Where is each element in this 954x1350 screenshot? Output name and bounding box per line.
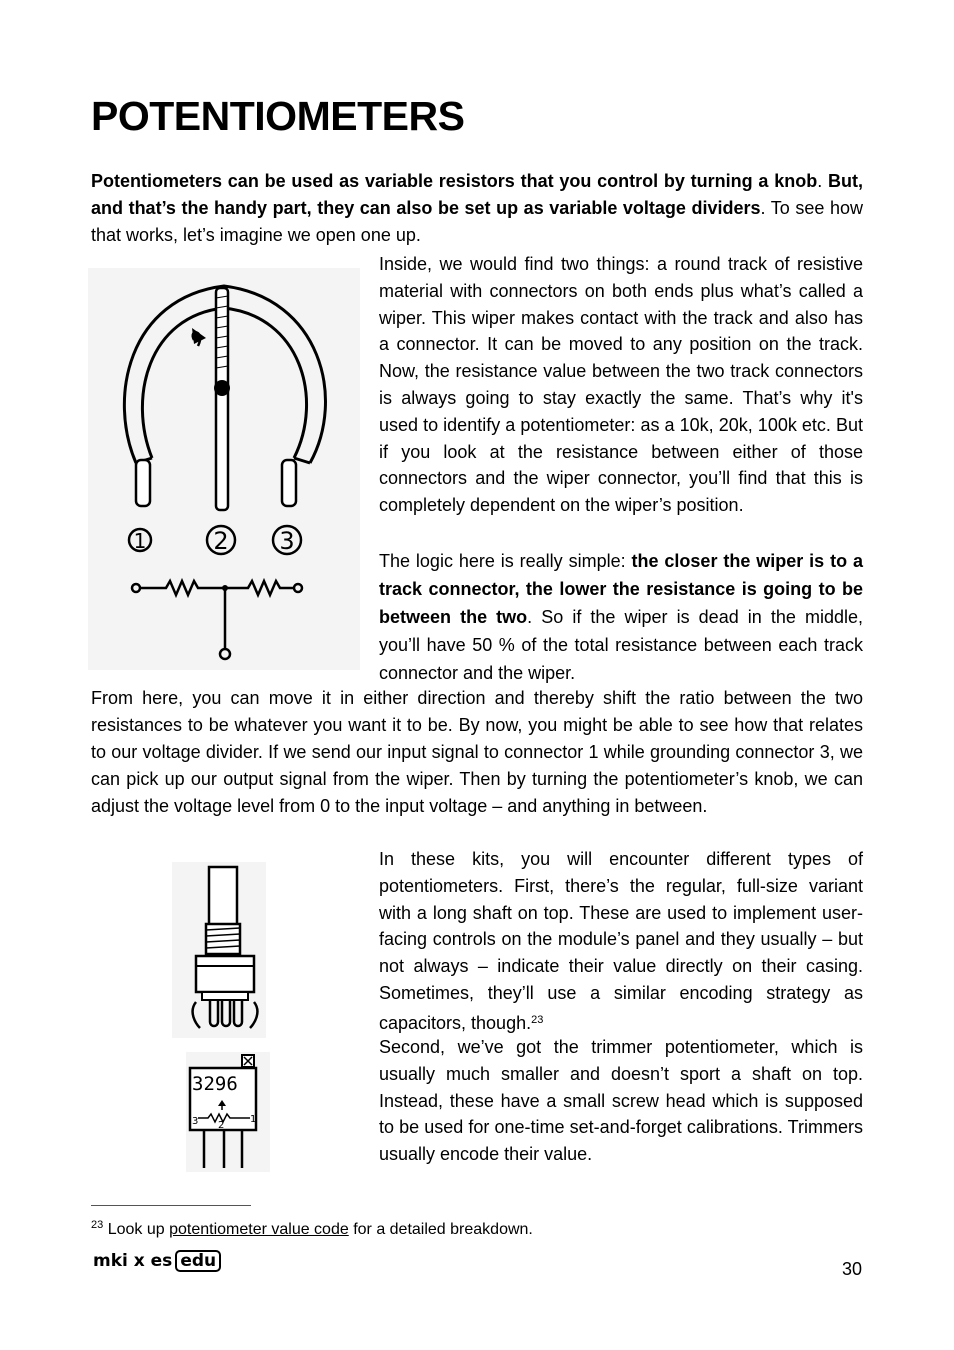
footnote-link[interactable]: potentiometer value code: [169, 1221, 349, 1238]
trimmer-pin-middle: 2: [218, 1120, 225, 1131]
pin-1-label: 1: [133, 529, 147, 553]
intro-dot-2: .: [760, 198, 766, 218]
intro-paragraph: [91, 168, 863, 249]
footnote-ref-23[interactable]: 23: [531, 1013, 544, 1026]
intro-bold-1: Potentiometers can be used as variable resistors that you control by turning a knob: [91, 171, 818, 191]
kits-text: In these kits, you will encounter different types of potentiometers. First, there’s the regular, full-size variant with a long shaft on top. These are used to implement user-facing controls on the module’s panel and they usually – but not always – indicate their value directly on their casing. Sometimes, they’ll use a similar encoding strategy as capacitors, though.: [379, 849, 863, 1033]
logic-paragraph: [379, 547, 863, 687]
logic-rest: . So if the wiper is dead in the middle, you’ll have 50 % of the total resistance between each track connector and the wiper.: [379, 607, 863, 683]
from-here-paragraph: From here, you can move it in either direction and thereby shift the ratio between the two resistances to be whatever you want it to be. By now, you might be able to see how that relates to our voltage divider. If we send our input signal to connector 1 while grounding connector 3, we can pick up our output signal from the wiper. Then by turning the potentiometer’s knob, we can adjust the voltage level from 0 to the input voltage – and anything in between.: [91, 688, 863, 816]
logic-bold: the closer the wiper is to a track connector, the lower the resistance is going to be between the two: [379, 551, 863, 627]
pin-3-label: 3: [279, 527, 295, 555]
logo-edu-box: edu: [175, 1250, 221, 1272]
footnote-number: 23: [91, 1219, 104, 1231]
logo-text: mki x es: [93, 1251, 173, 1271]
publisher-logo: [93, 1250, 221, 1272]
page-title: POTENTIOMETERS: [91, 93, 465, 139]
footnote-divider: [91, 1205, 251, 1206]
trimmer-potentiometer-illustration: [186, 1052, 270, 1172]
logic-lead: The logic here is really simple:: [379, 551, 632, 571]
full-size-potentiometer-illustration: [172, 862, 266, 1038]
kits-paragraph: [379, 846, 863, 1037]
inside-paragraph: Inside, we would find two things: a round track of resistive material with connectors on both ends plus what’s called a wiper. This wiper makes contact with the track and also has a connector. It can be moved to any position on the track. Now, the resistance value between the two track connectors is always going to stay exactly the same. That’s why it's used to identify a potentiometer: as a 10k, 20k, 100k etc. But if you look at the resistance between either of those connectors and the wiper connector, you’ll find that this is completely dependent on the wiper’s position.: [379, 254, 863, 516]
footnote-post: for a detailed breakdown.: [348, 1221, 533, 1238]
page-number: 30: [842, 1259, 863, 1279]
pin-2-label: 2: [213, 527, 229, 555]
intro-bold-2: But, and that’s the handy part, they can also be set up as variable voltage dividers: [91, 171, 863, 218]
footnote: [91, 1214, 533, 1241]
intro-dot-1: .: [817, 171, 823, 191]
trimmer-pin-right: 1: [250, 1114, 257, 1125]
trimmer-pin-left: 3: [192, 1116, 199, 1127]
potentiometer-track-diagram: [88, 268, 360, 670]
trimmer-paragraph: Second, we’ve got the trimmer potentiometer, which is usually much smaller and doesn’t sport a shaft on top. Instead, these have a small screw head which is supposed to be used for one-time set-and-forget calibrations. Trimmers usually encode their value.: [379, 1037, 863, 1165]
trimmer-code-label: 3296: [192, 1073, 238, 1095]
intro-plain: To see how that works, let’s imagine we open one up.: [91, 198, 863, 245]
footnote-pre: Look up: [103, 1221, 170, 1238]
